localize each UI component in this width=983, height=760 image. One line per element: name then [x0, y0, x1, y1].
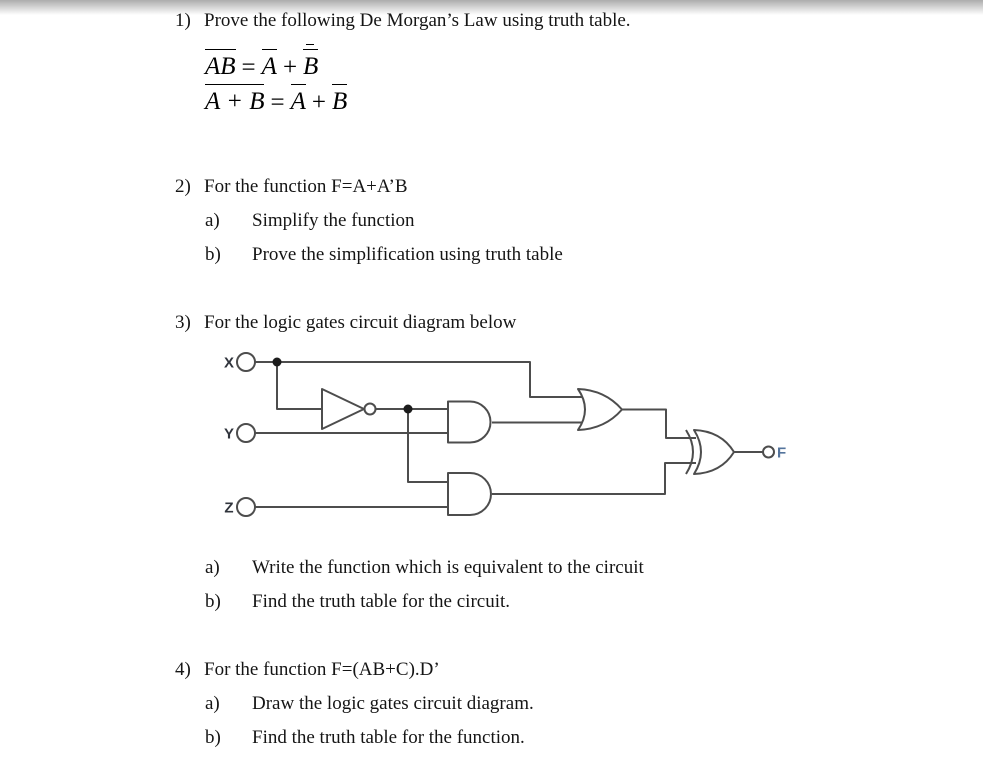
junction-dot-not [404, 405, 413, 414]
junction-dot-x [273, 358, 282, 367]
sub-letter: b) [205, 244, 221, 265]
input-terminal-z [237, 498, 255, 516]
equation-token: + [282, 53, 298, 81]
wire-x-to-not [277, 362, 322, 409]
sub-text: Draw the logic gates circuit diagram. [252, 693, 534, 714]
wire-x-to-or [255, 362, 586, 397]
question-4-line [0, 659, 983, 683]
question-2b-line [0, 244, 983, 268]
question-number: 3) [175, 312, 191, 333]
sub-text: Write the function which is equivalent to the circuit [252, 557, 644, 578]
input-terminal-y [237, 424, 255, 442]
input-label-z: Z [224, 499, 234, 517]
equation-token: AB [205, 49, 236, 82]
question-number: 4) [175, 659, 191, 680]
equation-line [205, 49, 318, 82]
question-number: 2) [175, 176, 191, 197]
question-3b-line [0, 591, 983, 615]
sub-letter: a) [205, 210, 220, 231]
question-4b-line [0, 727, 983, 751]
equation-token: A [291, 84, 306, 117]
question-text: For the function F=A+A’B [204, 176, 408, 197]
sub-letter: b) [205, 727, 221, 748]
input-label-y: Y [223, 425, 235, 443]
equation-token: B [332, 84, 347, 117]
logic-circuit-diagram [210, 340, 810, 540]
question-4a-line [0, 693, 983, 717]
question-3a-line [0, 557, 983, 581]
output-terminal-f [763, 447, 774, 458]
question-text: For the logic gates circuit diagram below [204, 312, 517, 333]
sub-text: Find the truth table for the function. [252, 727, 525, 748]
output-label-f: F [777, 444, 787, 462]
input-label-x: X [223, 354, 235, 372]
not-gate-icon [322, 389, 364, 429]
sub-letter: a) [205, 693, 220, 714]
equation-token: A [262, 49, 277, 82]
question-text: For the function F=(AB+C).D’ [204, 659, 440, 680]
wire-or-to-xor [622, 410, 696, 439]
sub-text: Find the truth table for the circuit. [252, 591, 511, 612]
equation-token: + [311, 88, 326, 116]
question-1-line [0, 10, 983, 34]
equation-token: A + B [205, 84, 264, 117]
and-gate-2-icon [448, 473, 491, 515]
not-bubble-icon [365, 404, 376, 415]
question-text: Prove the following De Morgan’s Law using truth table. [204, 10, 631, 31]
sub-text: Prove the simplification using truth table [252, 244, 563, 265]
xor-gate-icon [694, 430, 734, 474]
and-gate-1-icon [448, 402, 491, 443]
xor-leading-arc-icon [686, 430, 693, 474]
equation-token: = [241, 53, 256, 81]
wire-not-to-and2 [408, 409, 450, 482]
equation-line [205, 84, 347, 117]
sub-text: Simplify the function [252, 210, 415, 231]
question-3-line [0, 312, 983, 336]
question-2-line [0, 176, 983, 200]
wire-and2-to-xor [492, 463, 696, 494]
question-number: 1) [175, 10, 191, 31]
sub-letter: a) [205, 557, 220, 578]
equation-token: B [303, 49, 318, 82]
sub-letter: b) [205, 591, 221, 612]
or-gate-icon [578, 389, 622, 430]
input-terminal-x [237, 353, 255, 371]
question-2a-line [0, 210, 983, 234]
equation-token: = [270, 88, 285, 116]
